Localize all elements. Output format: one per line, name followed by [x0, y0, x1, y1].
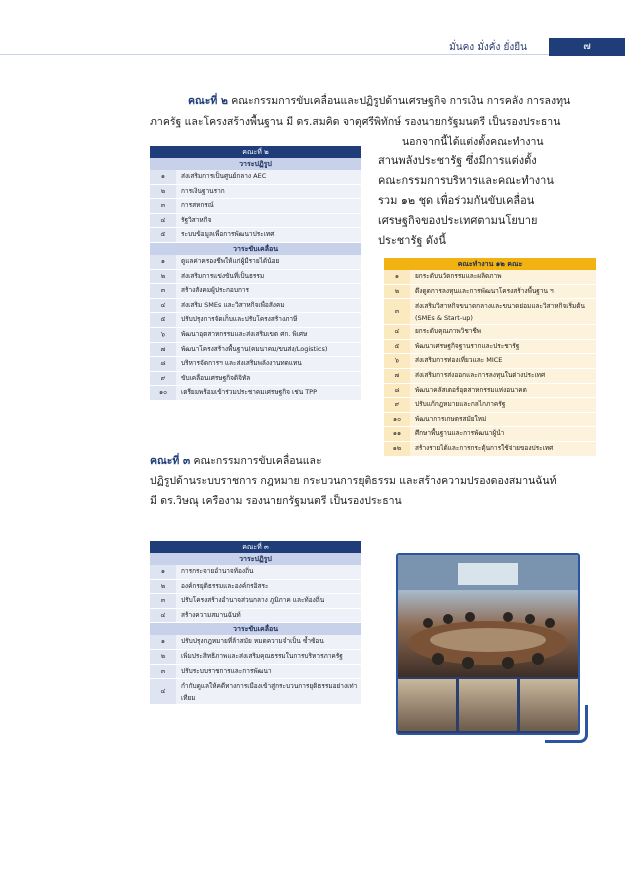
table-row: [150, 170, 361, 185]
row-number: ๓: [384, 299, 410, 324]
table-row: [384, 442, 596, 457]
row-text: ปรับแก้กฎหมายและกลไกภาครัฐ: [410, 398, 596, 412]
row-number: ๑: [150, 170, 176, 184]
meeting-room-photo: [398, 555, 578, 677]
committee-3-line3: มี ดร.วิษณุ เครืองาม รองนายกรัฐมนตรี เป็นรองประธาน: [150, 495, 402, 507]
table-row: [384, 340, 596, 355]
table-row: [384, 299, 596, 325]
row-text: พัฒนาเศรษฐกิจฐานรากและประชารัฐ: [410, 340, 596, 354]
row-number: ๑๐: [150, 386, 176, 400]
table-row: [150, 284, 361, 299]
row-number: ๗: [384, 369, 410, 383]
row-text: ส่งเสริมการท่องเที่ยวและ MICE: [410, 354, 596, 368]
row-text: สร้างรายได้และการกระตุ้นการใช้จ่ายของประเทศ: [410, 442, 596, 456]
committee-2-lead: คณะที่ ๒: [188, 95, 228, 107]
table-row: [384, 398, 596, 413]
row-text: ปรับโครงสร้างอำนาจส่วนกลาง ภูมิภาค และท้องถิ่น: [176, 594, 361, 608]
row-text: ยกระดับนวัตกรรมและผลิตภาพ: [410, 270, 596, 284]
table-row: [150, 665, 361, 680]
row-text: ระบบข้อมูลเพื่อการพัฒนาประเทศ: [176, 228, 361, 242]
row-text: ปรับปรุงกฎหมายที่ล้าสมัย หมดความจำเป็น ซ้ำซ้อน: [176, 635, 361, 649]
row-number: ๓: [150, 594, 176, 608]
working-groups-table: [384, 258, 596, 457]
committee-3-line2: ปฏิรูปด้านระบบราชการ กฎหมาย กระบวนการยุติธรรม และสร้างความปรองดองสมานฉันท์: [150, 475, 557, 487]
row-text: ขับเคลื่อนเศรษฐกิจดิจิทัล: [176, 372, 361, 386]
row-number: ๘: [384, 384, 410, 398]
row-text: การกระจายอำนาจท้องถิ่น: [176, 565, 361, 579]
photo-inset-1: [398, 679, 456, 731]
row-text: ศึกษาพื้นฐานและการพัฒนาผู้นำ: [410, 427, 596, 441]
row-text: ปรับระบบราชการและการพัฒนา: [176, 665, 361, 679]
table-row: [150, 199, 361, 214]
table-row: [150, 635, 361, 650]
row-number: ๓: [150, 284, 176, 298]
working-groups-line2: สานพลังประชารัฐ ซึ่งมีการแต่งตั้ง: [378, 154, 537, 167]
paragraph-committee-2: [188, 92, 588, 110]
row-number: ๑: [150, 635, 176, 649]
committee-3-lead: คณะที่ ๓: [150, 455, 191, 467]
row-number: ๑๒: [384, 442, 410, 456]
page-number: ๗: [549, 38, 625, 56]
row-text: สร้างสังคมผู้ประกอบการ: [176, 284, 361, 298]
table-row: [384, 427, 596, 442]
table-title: คณะทำงาน ๑๒ คณะ: [384, 258, 596, 270]
row-number: ๕: [384, 340, 410, 354]
table-row: [150, 594, 361, 609]
working-groups-line4: รวม ๑๒ ชุด เพื่อร่วมกันขับเคลื่อน: [378, 194, 535, 207]
row-number: ๔: [150, 214, 176, 228]
table-row: [150, 386, 361, 401]
row-number: ๒: [150, 270, 176, 284]
row-number: ๖: [384, 354, 410, 368]
table-row: [384, 354, 596, 369]
row-number: ๗: [150, 343, 176, 357]
working-groups-line1: นอกจากนี้ได้แต่งตั้งคณะทำงาน: [402, 136, 544, 148]
table-title: คณะที่ ๓: [150, 541, 361, 553]
row-text: รัฐวิสาหกิจ: [176, 214, 361, 228]
row-text: การสหกรณ์: [176, 199, 361, 213]
table-row: [150, 372, 361, 387]
photo-inset-3: [520, 679, 578, 731]
row-number: ๑๐: [384, 413, 410, 427]
committee-3-line1: คณะกรรมการขับเคลื่อนและ: [190, 455, 322, 467]
row-number: ๔: [150, 299, 176, 313]
row-number: ๒: [384, 285, 410, 299]
row-text: ปรับปรุงการจัดเก็บและปรับโครงสร้างภาษี: [176, 313, 361, 327]
meeting-photo: [398, 555, 578, 733]
header-tagline: มั่นคง มั่งคั่ง ยั่งยืน: [449, 42, 527, 53]
row-number: ๑๑: [384, 427, 410, 441]
row-text: ส่งเสริมการเป็นศูนย์กลาง AEC: [176, 170, 361, 184]
table-row: [150, 343, 361, 358]
table-row: [384, 325, 596, 340]
row-text: พัฒนาโครงสร้างพื้นฐาน(คมนาคม/ขนส่ง/Logistics): [176, 343, 361, 357]
working-groups-line6: ประชารัฐ ดังนี้: [378, 234, 446, 247]
row-number: ๓: [150, 665, 176, 679]
table-row: [150, 357, 361, 372]
working-groups-line5: เศรษฐกิจของประเทศตามนโยบาย: [378, 214, 538, 227]
header-rule: [0, 54, 625, 55]
row-number: ๕: [150, 228, 176, 242]
row-text: ส่งเสริมการส่งออกและการลงทุนในต่างประเทศ: [410, 369, 596, 383]
table-row: [150, 313, 361, 328]
committee-2-table: [150, 146, 361, 401]
row-number: ๖: [150, 328, 176, 342]
row-number: ๙: [150, 372, 176, 386]
committee-2-line2: ภาครัฐ และโครงสร้างพื้นฐาน มี ดร.สมคิด จาตุศรีพิทักษ์ รองนายกรัฐมนตรี เป็นรองประธาน: [150, 116, 561, 128]
table-row: [150, 214, 361, 229]
table-row: [384, 413, 596, 428]
row-number: ๙: [384, 398, 410, 412]
row-text: ยกระดับคุณภาพวิชาชีพ: [410, 325, 596, 339]
table-row: [150, 565, 361, 580]
meeting-scene-illustration: [398, 555, 578, 677]
working-groups-line3: คณะกรรมการบริหารและคณะทำงาน: [378, 174, 554, 187]
table-row: [384, 270, 596, 285]
row-number: ๑: [384, 270, 410, 284]
table-row: [150, 228, 361, 243]
row-text: ส่งเสริม SMEs และวิสาหกิจเพื่อสังคม: [176, 299, 361, 313]
row-text: การเงินฐานราก: [176, 185, 361, 199]
row-text: เพิ่มประสิทธิภาพและส่งเสริมคุณธรรมในการบริหารภาครัฐ: [176, 650, 361, 664]
table-row: [150, 580, 361, 595]
row-text: เตรียมพร้อมเข้าร่วมประชาคมเศรษฐกิจ เช่น TPP: [176, 386, 361, 400]
row-number: ๑: [150, 565, 176, 579]
row-number: ๔: [150, 609, 176, 623]
table-row: [150, 650, 361, 665]
section-drive: วาระขับเคลื่อน: [150, 623, 361, 635]
paragraph-committee-3: [150, 452, 400, 470]
row-number: ๓: [150, 199, 176, 213]
row-text: กำกับดูแลให้คดีทางการเมืองเข้าสู่กระบวนการยุติธรรมอย่างเท่าเทียม: [176, 679, 361, 704]
row-text: พัฒนาอุตสาหกรรมและส่งเสริมเขต ศก. พิเศษ: [176, 328, 361, 342]
table-row: [384, 369, 596, 384]
row-text: ส่งเสริมวิสาหกิจขนาดกลางและขนาดย่อมและวิสาหกิจเริ่มต้น (SMEs & Start-up): [410, 299, 596, 324]
row-text: ส่งเสริมการแข่งขันที่เป็นธรรม: [176, 270, 361, 284]
section-reform: วาระปฏิรูป: [150, 553, 361, 565]
row-number: ๕: [150, 313, 176, 327]
row-number: ๘: [150, 357, 176, 371]
row-number: ๔: [384, 325, 410, 339]
row-text: ดึงดูดการลงทุนและการพัฒนาโครงสร้างพื้นฐาน ฯ: [410, 285, 596, 299]
table-row: [150, 609, 361, 624]
row-text: พัฒนาการเกษตรสมัยใหม่: [410, 413, 596, 427]
table-row: [150, 299, 361, 314]
row-text: บริหารจัดการฯ และส่งเสริมพลังงานทดแทน: [176, 357, 361, 371]
row-number: ๒: [150, 185, 176, 199]
table-row: [150, 679, 361, 705]
row-text: ดูแลค่าครองชีพให้แก่ผู้มีรายได้น้อย: [176, 255, 361, 269]
row-number: ๒: [150, 580, 176, 594]
row-text: องค์กรยุติธรรมและองค์กรอิสระ: [176, 580, 361, 594]
row-text: สร้างความสมานฉันท์: [176, 609, 361, 623]
row-number: ๒: [150, 650, 176, 664]
table-row: [384, 384, 596, 399]
table-row: [384, 285, 596, 300]
table-row: [150, 270, 361, 285]
row-number: ๑: [150, 255, 176, 269]
section-reform: วาระปฏิรูป: [150, 158, 361, 170]
table-row: [150, 255, 361, 270]
committee-2-line1: คณะกรรมการขับเคลื่อนและปฏิรูปด้านเศรษฐกิจ การเงิน การคลัง การลงทุน: [227, 95, 571, 107]
table-row: [150, 328, 361, 343]
section-drive: วาระขับเคลื่อน: [150, 243, 361, 255]
committee-3-table: [150, 541, 361, 705]
row-number: ๔: [150, 679, 176, 704]
row-text: พัฒนาคลัสเตอร์อุตสาหกรรมแห่งอนาคต: [410, 384, 596, 398]
table-row: [150, 185, 361, 200]
photo-inset-2: [459, 679, 517, 731]
table-title: คณะที่ ๒: [150, 146, 361, 158]
